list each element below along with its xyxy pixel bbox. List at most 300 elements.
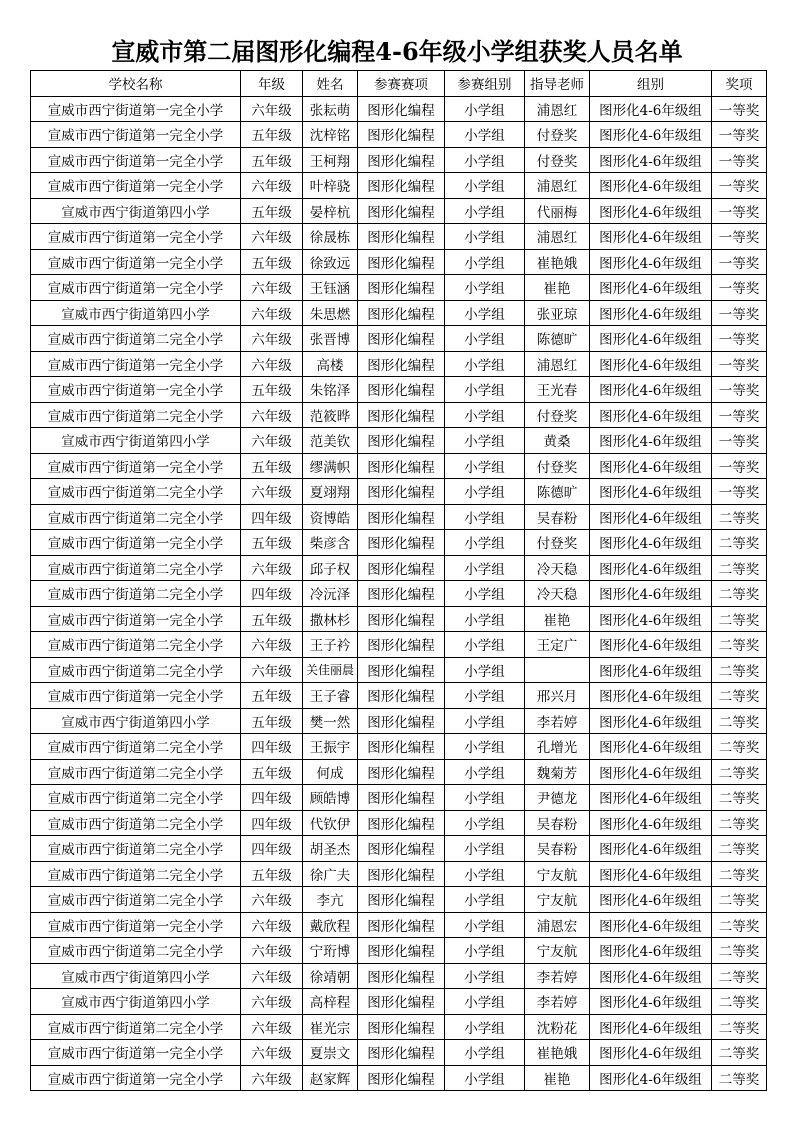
division-cell: 小学组 — [445, 938, 525, 964]
teacher-cell: 沈粉花 — [525, 1014, 590, 1040]
school-cell: 宣威市西宁街道第二完全小学 — [31, 581, 241, 607]
table-row — [31, 1014, 767, 1040]
teacher-cell: 陈德旷 — [525, 479, 590, 505]
group-cell: 图形化4-6年级组 — [590, 785, 712, 811]
award-cell: 一等奖 — [712, 173, 767, 199]
event-cell: 图形化编程 — [358, 759, 445, 785]
teacher-cell: 崔艳 — [525, 275, 590, 301]
teacher-cell: 浦恩红 — [525, 351, 590, 377]
column-header-award: 奖项 — [712, 71, 767, 97]
division-cell: 小学组 — [445, 198, 525, 224]
event-cell: 图形化编程 — [358, 708, 445, 734]
award-cell: 二等奖 — [712, 734, 767, 760]
grade-cell: 六年级 — [241, 402, 303, 428]
school-cell: 宣威市西宁街道第一完全小学 — [31, 912, 241, 938]
student-name-cell: 徐靖朝 — [303, 963, 358, 989]
table-row — [31, 759, 767, 785]
grade-cell: 六年级 — [241, 938, 303, 964]
student-name-cell: 关佳丽晨 — [303, 657, 358, 683]
table-row — [31, 683, 767, 709]
group-cell: 图形化4-6年级组 — [590, 122, 712, 148]
school-cell: 宣威市西宁街道第二完全小学 — [31, 504, 241, 530]
student-name-cell: 高楼 — [303, 351, 358, 377]
student-name-cell: 王子睿 — [303, 683, 358, 709]
table-row — [31, 963, 767, 989]
award-cell: 二等奖 — [712, 683, 767, 709]
award-cell: 二等奖 — [712, 632, 767, 658]
event-cell: 图形化编程 — [358, 861, 445, 887]
column-header-division: 参赛组别 — [445, 71, 525, 97]
teacher-cell: 崔艳娥 — [525, 1040, 590, 1066]
student-name-cell: 夏崇文 — [303, 1040, 358, 1066]
division-cell: 小学组 — [445, 810, 525, 836]
event-cell: 图形化编程 — [358, 96, 445, 122]
column-header-name: 姓名 — [303, 71, 358, 97]
school-cell: 宣威市西宁街道第二完全小学 — [31, 326, 241, 352]
teacher-cell: 吴春粉 — [525, 810, 590, 836]
teacher-cell: 崔艳 — [525, 1065, 590, 1091]
award-cell: 二等奖 — [712, 963, 767, 989]
teacher-cell: 王光春 — [525, 377, 590, 403]
event-cell: 图形化编程 — [358, 785, 445, 811]
event-cell: 图形化编程 — [358, 657, 445, 683]
table-row — [31, 836, 767, 862]
division-cell: 小学组 — [445, 606, 525, 632]
grade-cell: 六年级 — [241, 912, 303, 938]
student-name-cell: 沈梓铭 — [303, 122, 358, 148]
table-row — [31, 173, 767, 199]
division-cell: 小学组 — [445, 1014, 525, 1040]
event-cell: 图形化编程 — [358, 275, 445, 301]
group-cell: 图形化4-6年级组 — [590, 1065, 712, 1091]
award-cell: 一等奖 — [712, 453, 767, 479]
teacher-cell: 付登奖 — [525, 147, 590, 173]
group-cell: 图形化4-6年级组 — [590, 402, 712, 428]
award-cell: 二等奖 — [712, 861, 767, 887]
group-cell: 图形化4-6年级组 — [590, 912, 712, 938]
teacher-cell: 尹德龙 — [525, 785, 590, 811]
teacher-cell: 李若婷 — [525, 989, 590, 1015]
teacher-cell: 浦恩宏 — [525, 912, 590, 938]
table-row — [31, 861, 767, 887]
group-cell: 图形化4-6年级组 — [590, 861, 712, 887]
school-cell: 宣威市西宁街道第一完全小学 — [31, 173, 241, 199]
division-cell: 小学组 — [445, 836, 525, 862]
grade-cell: 六年级 — [241, 173, 303, 199]
event-cell: 图形化编程 — [358, 938, 445, 964]
award-cell: 二等奖 — [712, 887, 767, 913]
event-cell: 图形化编程 — [358, 555, 445, 581]
school-cell: 宣威市西宁街道第一完全小学 — [31, 453, 241, 479]
table-row — [31, 249, 767, 275]
event-cell: 图形化编程 — [358, 147, 445, 173]
grade-cell: 四年级 — [241, 785, 303, 811]
group-cell: 图形化4-6年级组 — [590, 989, 712, 1015]
teacher-cell: 代丽梅 — [525, 198, 590, 224]
teacher-cell: 吴春粉 — [525, 504, 590, 530]
table-row — [31, 581, 767, 607]
school-cell: 宣威市西宁街道第一完全小学 — [31, 122, 241, 148]
student-name-cell: 代钦伊 — [303, 810, 358, 836]
award-cell: 一等奖 — [712, 300, 767, 326]
grade-cell: 五年级 — [241, 530, 303, 556]
student-name-cell: 宁珩博 — [303, 938, 358, 964]
event-cell: 图形化编程 — [358, 1014, 445, 1040]
grade-cell: 六年级 — [241, 479, 303, 505]
division-cell: 小学组 — [445, 963, 525, 989]
group-cell: 图形化4-6年级组 — [590, 377, 712, 403]
student-name-cell: 顾皓博 — [303, 785, 358, 811]
school-cell: 宣威市西宁街道第二完全小学 — [31, 632, 241, 658]
group-cell: 图形化4-6年级组 — [590, 683, 712, 709]
teacher-cell: 孔增光 — [525, 734, 590, 760]
student-name-cell: 徐晟栋 — [303, 224, 358, 250]
student-name-cell: 张晋博 — [303, 326, 358, 352]
table-row — [31, 428, 767, 454]
student-name-cell: 徐广夫 — [303, 861, 358, 887]
award-cell: 二等奖 — [712, 938, 767, 964]
student-name-cell: 崔光宗 — [303, 1014, 358, 1040]
division-cell: 小学组 — [445, 632, 525, 658]
division-cell: 小学组 — [445, 326, 525, 352]
teacher-cell: 冷天稳 — [525, 555, 590, 581]
group-cell: 图形化4-6年级组 — [590, 479, 712, 505]
school-cell: 宣威市西宁街道第四小学 — [31, 428, 241, 454]
event-cell: 图形化编程 — [358, 581, 445, 607]
table-row — [31, 96, 767, 122]
event-cell: 图形化编程 — [358, 453, 445, 479]
grade-cell: 六年级 — [241, 275, 303, 301]
award-cell: 二等奖 — [712, 581, 767, 607]
award-cell: 一等奖 — [712, 428, 767, 454]
event-cell: 图形化编程 — [358, 326, 445, 352]
event-cell: 图形化编程 — [358, 198, 445, 224]
group-cell: 图形化4-6年级组 — [590, 606, 712, 632]
student-name-cell: 王振宇 — [303, 734, 358, 760]
event-cell: 图形化编程 — [358, 504, 445, 530]
award-cell: 二等奖 — [712, 1065, 767, 1091]
teacher-cell: 付登奖 — [525, 530, 590, 556]
event-cell: 图形化编程 — [358, 479, 445, 505]
student-name-cell: 樊一然 — [303, 708, 358, 734]
school-cell: 宣威市西宁街道第四小学 — [31, 300, 241, 326]
table-row — [31, 606, 767, 632]
school-cell: 宣威市西宁街道第一完全小学 — [31, 224, 241, 250]
division-cell: 小学组 — [445, 479, 525, 505]
division-cell: 小学组 — [445, 96, 525, 122]
student-name-cell: 王子衿 — [303, 632, 358, 658]
division-cell: 小学组 — [445, 453, 525, 479]
division-cell: 小学组 — [445, 428, 525, 454]
table-row — [31, 122, 767, 148]
award-cell: 一等奖 — [712, 96, 767, 122]
school-cell: 宣威市西宁街道第二完全小学 — [31, 785, 241, 811]
division-cell: 小学组 — [445, 734, 525, 760]
division-cell: 小学组 — [445, 861, 525, 887]
group-cell: 图形化4-6年级组 — [590, 1014, 712, 1040]
school-cell: 宣威市西宁街道第二完全小学 — [31, 1014, 241, 1040]
student-name-cell: 李亢 — [303, 887, 358, 913]
group-cell: 图形化4-6年级组 — [590, 938, 712, 964]
school-cell: 宣威市西宁街道第一完全小学 — [31, 1065, 241, 1091]
table-row — [31, 147, 767, 173]
table-row — [31, 300, 767, 326]
teacher-cell: 宁友航 — [525, 938, 590, 964]
grade-cell: 六年级 — [241, 1040, 303, 1066]
school-cell: 宣威市西宁街道第二完全小学 — [31, 657, 241, 683]
teacher-cell: 黄桑 — [525, 428, 590, 454]
grade-cell: 六年级 — [241, 1065, 303, 1091]
school-cell: 宣威市西宁街道第一完全小学 — [31, 530, 241, 556]
column-header-grade: 年级 — [241, 71, 303, 97]
table-row — [31, 657, 767, 683]
teacher-cell: 李若婷 — [525, 708, 590, 734]
school-cell: 宣威市西宁街道第一完全小学 — [31, 275, 241, 301]
student-name-cell: 范筱晔 — [303, 402, 358, 428]
school-cell: 宣威市西宁街道第二完全小学 — [31, 887, 241, 913]
grade-cell: 六年级 — [241, 96, 303, 122]
school-cell: 宣威市西宁街道第二完全小学 — [31, 402, 241, 428]
table-row — [31, 810, 767, 836]
column-header-event: 参赛赛项 — [358, 71, 445, 97]
grade-cell: 五年级 — [241, 861, 303, 887]
grade-cell: 四年级 — [241, 810, 303, 836]
table-row — [31, 1065, 767, 1091]
event-cell: 图形化编程 — [358, 606, 445, 632]
teacher-cell: 崔艳 — [525, 606, 590, 632]
grade-cell: 六年级 — [241, 224, 303, 250]
teacher-cell: 张亚琼 — [525, 300, 590, 326]
event-cell: 图形化编程 — [358, 1040, 445, 1066]
event-cell: 图形化编程 — [358, 530, 445, 556]
division-cell: 小学组 — [445, 530, 525, 556]
table-row — [31, 504, 767, 530]
group-cell: 图形化4-6年级组 — [590, 275, 712, 301]
table-row — [31, 785, 767, 811]
award-cell: 二等奖 — [712, 606, 767, 632]
group-cell: 图形化4-6年级组 — [590, 351, 712, 377]
group-cell: 图形化4-6年级组 — [590, 530, 712, 556]
award-cell: 二等奖 — [712, 1040, 767, 1066]
teacher-cell: 浦恩红 — [525, 173, 590, 199]
event-cell: 图形化编程 — [358, 836, 445, 862]
group-cell: 图形化4-6年级组 — [590, 734, 712, 760]
grade-cell: 六年级 — [241, 887, 303, 913]
student-name-cell: 戴欣程 — [303, 912, 358, 938]
group-cell: 图形化4-6年级组 — [590, 147, 712, 173]
student-name-cell: 何成 — [303, 759, 358, 785]
table-row — [31, 351, 767, 377]
teacher-cell — [525, 657, 590, 683]
school-cell: 宣威市西宁街道第一完全小学 — [31, 351, 241, 377]
school-cell: 宣威市西宁街道第一完全小学 — [31, 147, 241, 173]
table-row — [31, 708, 767, 734]
grade-cell: 六年级 — [241, 1014, 303, 1040]
group-cell: 图形化4-6年级组 — [590, 887, 712, 913]
division-cell: 小学组 — [445, 351, 525, 377]
student-name-cell: 叶梓骁 — [303, 173, 358, 199]
column-header-school: 学校名称 — [31, 71, 241, 97]
award-cell: 二等奖 — [712, 759, 767, 785]
award-cell: 一等奖 — [712, 147, 767, 173]
division-cell: 小学组 — [445, 504, 525, 530]
award-cell: 一等奖 — [712, 326, 767, 352]
group-cell: 图形化4-6年级组 — [590, 759, 712, 785]
group-cell: 图形化4-6年级组 — [590, 249, 712, 275]
division-cell: 小学组 — [445, 683, 525, 709]
grade-cell: 四年级 — [241, 581, 303, 607]
division-cell: 小学组 — [445, 122, 525, 148]
award-cell: 一等奖 — [712, 224, 767, 250]
teacher-cell: 浦恩红 — [525, 224, 590, 250]
event-cell: 图形化编程 — [358, 810, 445, 836]
grade-cell: 六年级 — [241, 657, 303, 683]
page-title: 宣威市第二届图形化编程4-6年级小学组获奖人员名单 — [111, 37, 683, 66]
grade-cell: 五年级 — [241, 606, 303, 632]
student-name-cell: 邱子权 — [303, 555, 358, 581]
student-name-cell: 晏梓杭 — [303, 198, 358, 224]
award-cell: 二等奖 — [712, 708, 767, 734]
table-row — [31, 402, 767, 428]
grade-cell: 六年级 — [241, 326, 303, 352]
group-cell: 图形化4-6年级组 — [590, 428, 712, 454]
school-cell: 宣威市西宁街道第二完全小学 — [31, 836, 241, 862]
grade-cell: 六年级 — [241, 632, 303, 658]
event-cell: 图形化编程 — [358, 1065, 445, 1091]
table-body — [31, 96, 767, 1091]
student-name-cell: 朱思燃 — [303, 300, 358, 326]
student-name-cell: 范美钦 — [303, 428, 358, 454]
group-cell: 图形化4-6年级组 — [590, 453, 712, 479]
award-cell: 一等奖 — [712, 122, 767, 148]
grade-cell: 五年级 — [241, 759, 303, 785]
award-cell: 二等奖 — [712, 530, 767, 556]
grade-cell: 五年级 — [241, 147, 303, 173]
award-cell: 一等奖 — [712, 249, 767, 275]
event-cell: 图形化编程 — [358, 428, 445, 454]
teacher-cell: 李若婷 — [525, 963, 590, 989]
division-cell: 小学组 — [445, 912, 525, 938]
school-cell: 宣威市西宁街道第一完全小学 — [31, 606, 241, 632]
event-cell: 图形化编程 — [358, 989, 445, 1015]
table-row — [31, 377, 767, 403]
group-cell: 图形化4-6年级组 — [590, 810, 712, 836]
student-name-cell: 朱铭泽 — [303, 377, 358, 403]
table-row — [31, 479, 767, 505]
division-cell: 小学组 — [445, 275, 525, 301]
grade-cell: 五年级 — [241, 122, 303, 148]
student-name-cell: 赵家辉 — [303, 1065, 358, 1091]
teacher-cell: 魏菊芳 — [525, 759, 590, 785]
event-cell: 图形化编程 — [358, 122, 445, 148]
teacher-cell: 付登奖 — [525, 122, 590, 148]
table-row — [31, 887, 767, 913]
grade-cell: 五年级 — [241, 377, 303, 403]
student-name-cell: 王钰涵 — [303, 275, 358, 301]
event-cell: 图形化编程 — [358, 300, 445, 326]
group-cell: 图形化4-6年级组 — [590, 96, 712, 122]
grade-cell: 六年级 — [241, 351, 303, 377]
award-cell: 二等奖 — [712, 657, 767, 683]
school-cell: 宣威市西宁街道第二完全小学 — [31, 734, 241, 760]
award-cell: 二等奖 — [712, 836, 767, 862]
group-cell: 图形化4-6年级组 — [590, 1040, 712, 1066]
grade-cell: 四年级 — [241, 734, 303, 760]
award-cell: 二等奖 — [712, 1014, 767, 1040]
column-header-group: 组别 — [590, 71, 712, 97]
division-cell: 小学组 — [445, 300, 525, 326]
student-name-cell: 资博皓 — [303, 504, 358, 530]
student-name-cell: 张耘萌 — [303, 96, 358, 122]
teacher-cell: 付登奖 — [525, 402, 590, 428]
school-cell: 宣威市西宁街道第一完全小学 — [31, 96, 241, 122]
table-row — [31, 912, 767, 938]
division-cell: 小学组 — [445, 224, 525, 250]
student-name-cell: 柴彦含 — [303, 530, 358, 556]
grade-cell: 六年级 — [241, 963, 303, 989]
award-cell: 一等奖 — [712, 275, 767, 301]
school-cell: 宣威市西宁街道第二完全小学 — [31, 810, 241, 836]
grade-cell: 五年级 — [241, 453, 303, 479]
teacher-cell: 陈德旷 — [525, 326, 590, 352]
table-header-row — [31, 71, 767, 97]
awards-table — [30, 70, 767, 1091]
group-cell: 图形化4-6年级组 — [590, 224, 712, 250]
school-cell: 宣威市西宁街道第一完全小学 — [31, 683, 241, 709]
table-row — [31, 1040, 767, 1066]
award-cell: 一等奖 — [712, 377, 767, 403]
division-cell: 小学组 — [445, 555, 525, 581]
event-cell: 图形化编程 — [358, 963, 445, 989]
award-cell: 二等奖 — [712, 989, 767, 1015]
group-cell: 图形化4-6年级组 — [590, 657, 712, 683]
division-cell: 小学组 — [445, 989, 525, 1015]
group-cell: 图形化4-6年级组 — [590, 173, 712, 199]
teacher-cell: 吴春粉 — [525, 836, 590, 862]
table-row — [31, 453, 767, 479]
division-cell: 小学组 — [445, 173, 525, 199]
table-row — [31, 326, 767, 352]
division-cell: 小学组 — [445, 887, 525, 913]
event-cell: 图形化编程 — [358, 887, 445, 913]
division-cell: 小学组 — [445, 402, 525, 428]
table-row — [31, 275, 767, 301]
division-cell: 小学组 — [445, 249, 525, 275]
group-cell: 图形化4-6年级组 — [590, 198, 712, 224]
school-cell: 宣威市西宁街道第一完全小学 — [31, 377, 241, 403]
award-cell: 一等奖 — [712, 351, 767, 377]
award-cell: 一等奖 — [712, 402, 767, 428]
group-cell: 图形化4-6年级组 — [590, 708, 712, 734]
grade-cell: 五年级 — [241, 683, 303, 709]
column-header-teacher: 指导老师 — [525, 71, 590, 97]
award-cell: 一等奖 — [712, 198, 767, 224]
group-cell: 图形化4-6年级组 — [590, 963, 712, 989]
school-cell: 宣威市西宁街道第四小学 — [31, 963, 241, 989]
table-row — [31, 734, 767, 760]
school-cell: 宣威市西宁街道第二完全小学 — [31, 938, 241, 964]
group-cell: 图形化4-6年级组 — [590, 504, 712, 530]
division-cell: 小学组 — [445, 657, 525, 683]
school-cell: 宣威市西宁街道第四小学 — [31, 989, 241, 1015]
award-cell: 二等奖 — [712, 504, 767, 530]
award-cell: 二等奖 — [712, 810, 767, 836]
teacher-cell: 付登奖 — [525, 453, 590, 479]
division-cell: 小学组 — [445, 1065, 525, 1091]
table-row — [31, 530, 767, 556]
teacher-cell: 浦恩红 — [525, 96, 590, 122]
division-cell: 小学组 — [445, 708, 525, 734]
